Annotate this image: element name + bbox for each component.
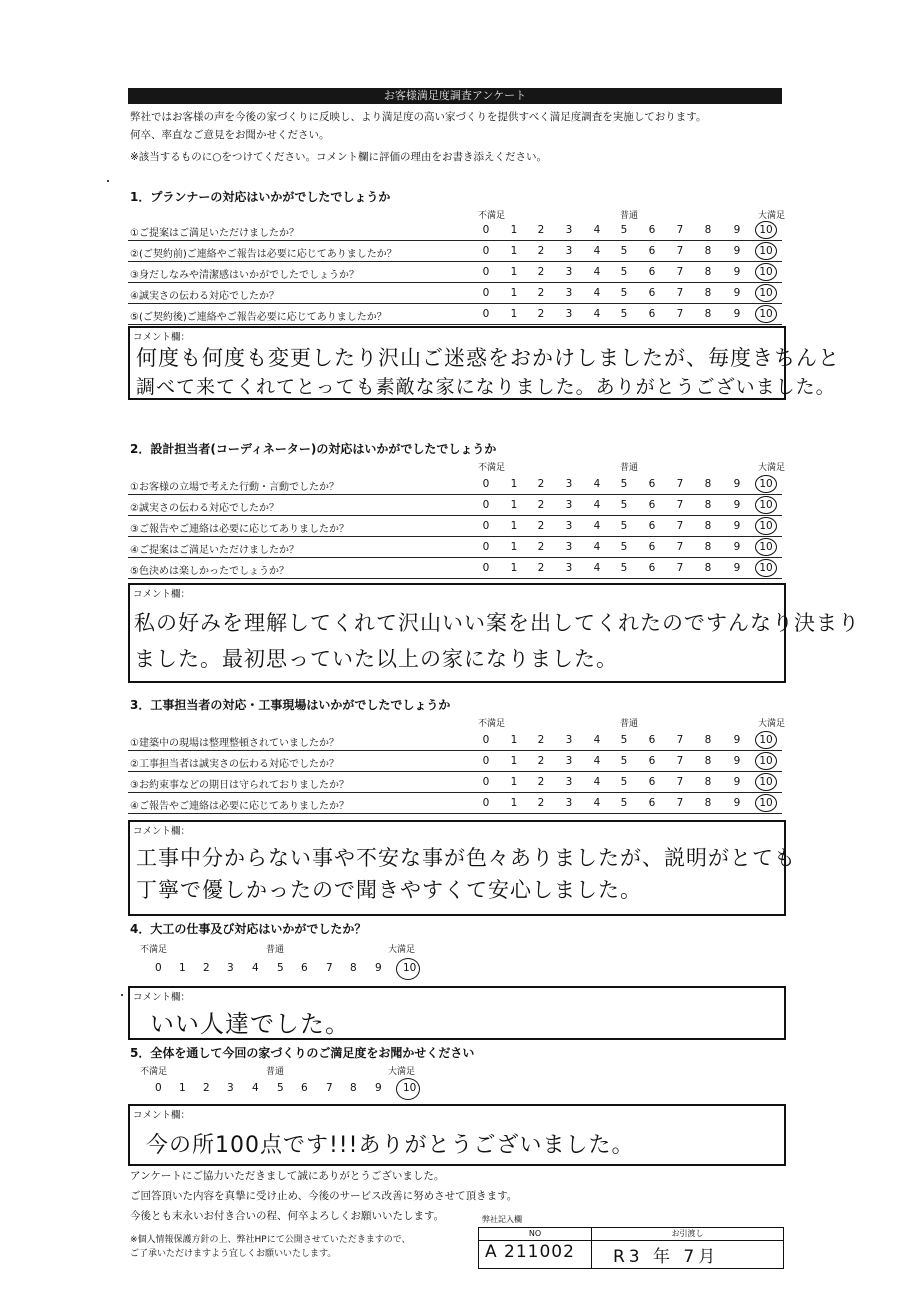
scale-option-6[interactable]: 6 — [648, 734, 656, 746]
scale-low-label: 不満足 — [478, 463, 506, 473]
scale-option-6[interactable]: 6 — [648, 499, 656, 511]
scale-option-1[interactable]: 1 — [510, 562, 518, 574]
scale-option-4[interactable]: 4 — [593, 541, 601, 553]
scale-option-2[interactable]: 2 — [537, 755, 545, 767]
scale-option-8[interactable]: 8 — [704, 541, 712, 553]
scale-option-4[interactable]: 4 — [252, 962, 259, 974]
scale-option-6[interactable]: 6 — [648, 562, 656, 574]
comment-label: コメント欄： — [133, 1110, 191, 1121]
section-2-title: 2．設計担当者(コーディネーター)の対応はいかがでしたでしょうか — [130, 442, 497, 456]
section-5-comment-line-1: 今の所100点です!!!ありがとうございました。 — [146, 1133, 635, 1158]
scale-option-3[interactable]: 3 — [227, 962, 234, 974]
no-header: NO — [479, 1228, 591, 1241]
scale-option-2[interactable]: 2 — [537, 245, 545, 257]
scale-option-9[interactable]: 9 — [733, 520, 741, 532]
intro-line-1: 弊社ではお客様の声を今後の家づくりに反映し、より満足度の高い家づくりを提供すべく満足度調査を実施しております。 — [130, 111, 707, 123]
scale-option-4[interactable]: 4 — [593, 308, 601, 320]
scale-option-5[interactable]: 5 — [620, 224, 628, 236]
scale-option-9[interactable]: 9 — [733, 308, 741, 320]
comment-label: コメント欄： — [133, 589, 191, 600]
scale-option-5[interactable]: 5 — [620, 541, 628, 553]
office-use-box — [478, 1227, 784, 1269]
scale-option-1[interactable]: 1 — [510, 797, 518, 809]
scale-option-0[interactable]: 0 — [482, 499, 490, 511]
scale-option-2[interactable]: 2 — [537, 541, 545, 553]
question-text: ⑤色決めは楽しかったでしょうか？ — [130, 566, 289, 577]
selected-answer-circle — [396, 958, 420, 980]
selected-answer-circle — [755, 752, 777, 770]
scale-option-0[interactable]: 0 — [482, 541, 490, 553]
scale-option-2[interactable]: 2 — [537, 776, 545, 788]
scale-option-4[interactable]: 4 — [593, 478, 601, 490]
scale-option-8[interactable]: 8 — [704, 562, 712, 574]
scale-option-2[interactable]: 2 — [537, 734, 545, 746]
scale-option-4[interactable]: 4 — [593, 734, 601, 746]
question-row — [128, 772, 782, 793]
comment-label: コメント欄： — [133, 826, 191, 837]
scale-option-6[interactable]: 6 — [648, 266, 656, 278]
scale-option-1[interactable]: 1 — [510, 245, 518, 257]
scale-option-5[interactable]: 5 — [620, 734, 628, 746]
scale-option-10[interactable]: 10 — [759, 520, 773, 532]
scale-option-5[interactable]: 5 — [620, 245, 628, 257]
scale-option-8[interactable]: 8 — [704, 520, 712, 532]
scale-option-7[interactable]: 7 — [676, 308, 684, 320]
scale-option-8[interactable]: 8 — [704, 499, 712, 511]
scale-option-1[interactable]: 1 — [510, 776, 518, 788]
question-text: ②工事担当者は誠実さの伝わる対応でしたか？ — [130, 759, 339, 770]
scale-option-10[interactable]: 10 — [759, 755, 773, 767]
scale-mid-label: 普通 — [266, 945, 285, 955]
scale-option-10[interactable]: 10 — [759, 797, 773, 809]
question-row — [128, 558, 782, 579]
scale-option-3[interactable]: 3 — [565, 287, 573, 299]
scale-option-8[interactable]: 8 — [704, 266, 712, 278]
scale-option-0[interactable]: 0 — [155, 1082, 162, 1094]
selected-answer-circle — [396, 1078, 420, 1100]
question-row — [128, 241, 782, 262]
scale-option-9[interactable]: 9 — [733, 734, 741, 746]
scale-option-3[interactable]: 3 — [565, 734, 573, 746]
scale-option-0[interactable]: 0 — [482, 308, 490, 320]
scale-option-8[interactable]: 8 — [704, 734, 712, 746]
scale-option-6[interactable]: 6 — [648, 520, 656, 532]
scale-option-5[interactable]: 5 — [620, 755, 628, 767]
scale-high-label: 大満足 — [388, 945, 416, 955]
section-4-comment-box — [128, 986, 786, 1040]
scale-option-6[interactable]: 6 — [648, 776, 656, 788]
scale-option-4[interactable]: 4 — [593, 245, 601, 257]
scale-option-5[interactable]: 5 — [620, 308, 628, 320]
scale-option-4[interactable]: 4 — [593, 266, 601, 278]
scale-option-9[interactable]: 9 — [733, 776, 741, 788]
scale-option-10[interactable]: 10 — [759, 308, 773, 320]
scale-option-4[interactable]: 4 — [593, 520, 601, 532]
scale-option-9[interactable]: 9 — [733, 245, 741, 257]
scale-option-0[interactable]: 0 — [482, 755, 490, 767]
scale-option-5[interactable]: 5 — [620, 520, 628, 532]
scale-option-5[interactable]: 5 — [620, 287, 628, 299]
question-text: ④ご提案はご満足いただけましたか？ — [130, 545, 299, 556]
question-row — [128, 283, 782, 304]
scale-option-4[interactable]: 4 — [252, 1082, 259, 1094]
scale-option-6[interactable]: 6 — [648, 797, 656, 809]
scale-option-2[interactable]: 2 — [537, 520, 545, 532]
scale-option-10[interactable]: 10 — [759, 499, 773, 511]
scale-option-2[interactable]: 2 — [203, 1082, 210, 1094]
scale-option-2[interactable]: 2 — [537, 266, 545, 278]
section-5-title: 5．全体を通して今回の家づくりのご満足度をお聞かせください — [130, 1046, 475, 1060]
survey-title: お客様満足度調査アンケート — [128, 88, 782, 104]
scale-option-4[interactable]: 4 — [593, 776, 601, 788]
scale-option-1[interactable]: 1 — [510, 478, 518, 490]
handover-header: お引渡し — [592, 1228, 783, 1241]
question-text: ③お約束事などの期日は守られておりましたか？ — [130, 780, 349, 791]
scale-option-0[interactable]: 0 — [482, 287, 490, 299]
section-3-comment-line-1: 工事中分からない事や不安な事が色々ありましたが、説明がとても — [136, 846, 796, 870]
scale-low-label: 不満足 — [140, 1067, 168, 1077]
question-text: ④ご報告やご連絡は必要に応じてありましたか？ — [130, 801, 349, 812]
scale-option-4[interactable]: 4 — [593, 499, 601, 511]
scale-option-7[interactable]: 7 — [676, 499, 684, 511]
scale-option-7[interactable]: 7 — [676, 478, 684, 490]
scale-option-3[interactable]: 3 — [565, 499, 573, 511]
scale-mid-label: 普通 — [266, 1067, 285, 1077]
scale-option-3[interactable]: 3 — [565, 266, 573, 278]
selected-answer-circle — [755, 538, 777, 556]
scale-mid-label: 普通 — [620, 211, 639, 221]
scale-low-label: 不満足 — [478, 719, 506, 729]
scale-option-1[interactable]: 1 — [510, 755, 518, 767]
scale-option-8[interactable]: 8 — [350, 962, 357, 974]
section-3-comment-line-2: 丁寧で優しかったので聞きやすくて安心しました。 — [136, 878, 642, 902]
scale-option-2[interactable]: 2 — [203, 962, 210, 974]
scale-option-6[interactable]: 6 — [648, 224, 656, 236]
scale-option-5[interactable]: 5 — [620, 266, 628, 278]
question-row — [128, 516, 782, 537]
scale-option-5[interactable]: 5 — [620, 776, 628, 788]
scale-mid-label: 普通 — [620, 719, 639, 729]
scan-speck — [121, 994, 123, 996]
question-row — [128, 220, 782, 241]
scale-option-4[interactable]: 4 — [593, 224, 601, 236]
scale-option-10[interactable]: 10 — [759, 478, 773, 490]
scale-option-1[interactable]: 1 — [510, 224, 518, 236]
scale-option-5[interactable]: 5 — [277, 1082, 284, 1094]
footer-line-1: アンケートにご協力いただきまして誠にありがとうございました。 — [130, 1170, 445, 1182]
scale-option-9[interactable]: 9 — [733, 562, 741, 574]
scale-option-7[interactable]: 7 — [676, 224, 684, 236]
scale-option-5[interactable]: 5 — [620, 797, 628, 809]
scale-option-5[interactable]: 5 — [277, 962, 284, 974]
question-text: ①ご提案はご満足いただけましたか？ — [130, 228, 299, 239]
question-text: ②(ご契約前)ご連絡やご報告は必要に応じてありましたか？ — [130, 249, 397, 260]
scale-option-7[interactable]: 7 — [676, 520, 684, 532]
scale-option-9[interactable]: 9 — [375, 962, 382, 974]
scale-option-6[interactable]: 6 — [648, 541, 656, 553]
scale-option-0[interactable]: 0 — [482, 520, 490, 532]
scale-option-9[interactable]: 9 — [733, 224, 741, 236]
scale-option-3[interactable]: 3 — [565, 308, 573, 320]
selected-answer-circle — [755, 305, 777, 323]
office-box-divider — [591, 1228, 592, 1268]
scale-option-5[interactable]: 5 — [620, 562, 628, 574]
scale-option-10[interactable]: 10 — [759, 541, 773, 553]
scale-option-4[interactable]: 4 — [593, 562, 601, 574]
scale-high-label: 大満足 — [388, 1067, 416, 1077]
selected-answer-circle — [755, 242, 777, 260]
question-text: ④誠実さの伝わる対応でしたか？ — [130, 291, 279, 302]
scale-option-8[interactable]: 8 — [704, 797, 712, 809]
question-text: ③ご報告やご連絡は必要に応じてありましたか？ — [130, 524, 349, 535]
scale-mid-label: 普通 — [620, 463, 639, 473]
question-row — [128, 751, 782, 772]
scale-option-7[interactable]: 7 — [326, 962, 333, 974]
customer-number: A 211002 — [485, 1242, 575, 1262]
scale-option-6[interactable]: 6 — [301, 962, 308, 974]
section-1-comment-box — [128, 326, 840, 400]
question-text: ③身だしなみや清潔感はいかがでしたでしょうか？ — [130, 270, 359, 281]
privacy-note-1: ※個人情報保護方針の上、弊社HPにて公開させていただきますので、 — [130, 1235, 411, 1245]
scale-option-8[interactable]: 8 — [704, 478, 712, 490]
question-text: ⑤(ご契約後)ご連絡やご報告必要に応じてありましたか？ — [130, 312, 387, 323]
question-row — [128, 537, 782, 558]
scale-option-7[interactable]: 7 — [676, 287, 684, 299]
scale-option-3[interactable]: 3 — [227, 1082, 234, 1094]
section-1-title: 1．プランナーの対応はいかがでしたでしょうか — [130, 190, 391, 204]
scale-option-2[interactable]: 2 — [537, 287, 545, 299]
comment-label: コメント欄： — [133, 992, 191, 1003]
scale-option-0[interactable]: 0 — [482, 797, 490, 809]
scale-option-7[interactable]: 7 — [676, 797, 684, 809]
scale-option-6[interactable]: 6 — [648, 478, 656, 490]
question-row — [128, 793, 782, 814]
scale-low-label: 不満足 — [140, 945, 168, 955]
question-text: ①建築中の現場は整理整頓されていましたか？ — [130, 738, 339, 749]
scale-option-9[interactable]: 9 — [733, 755, 741, 767]
question-row — [128, 304, 782, 325]
scale-option-8[interactable]: 8 — [704, 245, 712, 257]
scale-option-1[interactable]: 1 — [510, 308, 518, 320]
scale-option-7[interactable]: 7 — [676, 776, 684, 788]
scale-option-3[interactable]: 3 — [565, 245, 573, 257]
scale-option-6[interactable]: 6 — [648, 755, 656, 767]
scale-option-8[interactable]: 8 — [704, 287, 712, 299]
scale-option-9[interactable]: 9 — [375, 1082, 382, 1094]
section-1-comment-line-1: 何度も何度も変更したり沢山ご迷惑をおかけしましたが、毎度きちんと — [136, 346, 840, 370]
section-5-comment-box — [128, 1104, 786, 1166]
selected-answer-circle — [755, 284, 777, 302]
scale-option-10[interactable]: 10 — [759, 776, 773, 788]
scale-high-label: 大満足 — [758, 211, 786, 221]
office-use-label: 弊社記入欄 — [482, 1215, 522, 1224]
scale-option-6[interactable]: 6 — [648, 245, 656, 257]
scale-option-10[interactable]: 10 — [403, 962, 417, 974]
scale-low-label: 不満足 — [478, 211, 506, 221]
scale-option-1[interactable]: 1 — [510, 287, 518, 299]
scale-option-6[interactable]: 6 — [648, 308, 656, 320]
scale-option-10[interactable]: 10 — [759, 562, 773, 574]
question-row — [128, 495, 782, 516]
scale-option-3[interactable]: 3 — [565, 562, 573, 574]
scale-option-8[interactable]: 8 — [704, 776, 712, 788]
scale-option-10[interactable]: 10 — [759, 224, 773, 236]
scale-option-7[interactable]: 7 — [676, 755, 684, 767]
selected-answer-circle — [755, 773, 777, 791]
scale-option-10[interactable]: 10 — [759, 245, 773, 257]
section-3-comment-box — [128, 820, 796, 916]
scale-option-2[interactable]: 2 — [537, 224, 545, 236]
scale-option-0[interactable]: 0 — [482, 734, 490, 746]
scale-option-1[interactable]: 1 — [510, 734, 518, 746]
scale-option-3[interactable]: 3 — [565, 776, 573, 788]
intro-line-2: 何卒、率直なご意見をお聞かせください。 — [130, 129, 330, 141]
comment-label: コメント欄： — [133, 332, 191, 343]
question-text: ②誠実さの伝わる対応でしたか？ — [130, 503, 279, 514]
question-row — [128, 730, 782, 751]
scale-option-3[interactable]: 3 — [565, 797, 573, 809]
selected-answer-circle — [755, 517, 777, 535]
scale-high-label: 大満足 — [758, 719, 786, 729]
selected-answer-circle — [755, 559, 777, 577]
selected-answer-circle — [755, 475, 777, 493]
scale-option-9[interactable]: 9 — [733, 499, 741, 511]
scale-option-6[interactable]: 6 — [648, 287, 656, 299]
question-text: ①お客様の立場で考えた行動・言動でしたか？ — [130, 482, 339, 493]
privacy-note-2: ご了承いただけますよう宜しくお願いいたします。 — [130, 1249, 337, 1259]
selected-answer-circle — [755, 263, 777, 281]
scale-option-9[interactable]: 9 — [733, 797, 741, 809]
scale-option-10[interactable]: 10 — [403, 1082, 417, 1094]
footer-line-3: 今後とも末永いお付き合いの程、何卒よろしくお願いいたします。 — [130, 1210, 445, 1222]
scale-option-1[interactable]: 1 — [179, 962, 186, 974]
scale-option-7[interactable]: 7 — [676, 562, 684, 574]
scale-option-0[interactable]: 0 — [482, 266, 490, 278]
scale-option-7[interactable]: 7 — [676, 734, 684, 746]
scale-option-10[interactable]: 10 — [759, 734, 773, 746]
scale-option-0[interactable]: 0 — [482, 224, 490, 236]
question-row — [128, 474, 782, 495]
scale-option-3[interactable]: 3 — [565, 520, 573, 532]
scale-option-2[interactable]: 2 — [537, 562, 545, 574]
scan-speck — [107, 180, 109, 182]
section-2-comment-box — [128, 583, 860, 683]
scale-option-7[interactable]: 7 — [326, 1082, 333, 1094]
scale-option-9[interactable]: 9 — [733, 541, 741, 553]
selected-answer-circle — [755, 731, 777, 749]
section-4-title: 4．大工の仕事及び対応はいかがでしたか？ — [130, 922, 367, 936]
scale-option-3[interactable]: 3 — [565, 755, 573, 767]
scale-option-9[interactable]: 9 — [733, 478, 741, 490]
scale-option-7[interactable]: 7 — [676, 541, 684, 553]
scale-option-1[interactable]: 1 — [510, 541, 518, 553]
scale-option-0[interactable]: 0 — [482, 562, 490, 574]
scale-option-0[interactable]: 0 — [482, 776, 490, 788]
scale-option-7[interactable]: 7 — [676, 245, 684, 257]
scale-option-10[interactable]: 10 — [759, 266, 773, 278]
scale-option-0[interactable]: 0 — [155, 962, 162, 974]
section-2-comment-line-1: 私の好みを理解してくれて沢山いい案を出してくれたのですんなり決まり — [134, 611, 860, 635]
scale-option-8[interactable]: 8 — [704, 308, 712, 320]
scale-option-2[interactable]: 2 — [537, 308, 545, 320]
scale-option-1[interactable]: 1 — [179, 1082, 186, 1094]
scale-option-3[interactable]: 3 — [565, 224, 573, 236]
selected-answer-circle — [755, 794, 777, 812]
section-4-comment-line-1: いい人達でした。 — [150, 1010, 350, 1038]
scale-option-1[interactable]: 1 — [510, 499, 518, 511]
scale-option-9[interactable]: 9 — [733, 266, 741, 278]
scale-option-0[interactable]: 0 — [482, 245, 490, 257]
scale-option-8[interactable]: 8 — [350, 1082, 357, 1094]
scale-option-2[interactable]: 2 — [537, 499, 545, 511]
scale-option-6[interactable]: 6 — [301, 1082, 308, 1094]
section-2-comment-line-2: ました。最初思っていた以上の家になりました。 — [134, 647, 618, 671]
handover-date: R3 年 7月 — [613, 1247, 720, 1267]
scale-option-8[interactable]: 8 — [704, 224, 712, 236]
scale-option-1[interactable]: 1 — [510, 520, 518, 532]
scale-option-7[interactable]: 7 — [676, 266, 684, 278]
intro-line-3: ※該当するものに○をつけてください。コメント欄に評価の理由をお書き添えください。 — [130, 151, 547, 163]
scale-option-5[interactable]: 5 — [620, 499, 628, 511]
question-row — [128, 262, 782, 283]
selected-answer-circle — [755, 221, 777, 239]
scale-option-3[interactable]: 3 — [565, 541, 573, 553]
scale-option-10[interactable]: 10 — [759, 287, 773, 299]
scale-option-1[interactable]: 1 — [510, 266, 518, 278]
scale-option-8[interactable]: 8 — [704, 755, 712, 767]
section-1-comment-line-2: 調べて来てくれてとっても素敵な家になりました。ありがとうございました。 — [136, 376, 836, 398]
scale-high-label: 大満足 — [758, 463, 786, 473]
scale-option-4[interactable]: 4 — [593, 755, 601, 767]
scale-option-4[interactable]: 4 — [593, 287, 601, 299]
scale-option-2[interactable]: 2 — [537, 797, 545, 809]
scale-option-2[interactable]: 2 — [537, 478, 545, 490]
scale-option-3[interactable]: 3 — [565, 478, 573, 490]
scale-option-9[interactable]: 9 — [733, 287, 741, 299]
scale-option-4[interactable]: 4 — [593, 797, 601, 809]
selected-answer-circle — [755, 496, 777, 514]
scale-option-0[interactable]: 0 — [482, 478, 490, 490]
section-3-title: 3．工事担当者の対応・工事現場はいかがでしたでしょうか — [130, 698, 451, 712]
scale-option-5[interactable]: 5 — [620, 478, 628, 490]
footer-line-2: ご回答頂いた内容を真摯に受け止め、今後のサービス改善に努めさせて頂きます。 — [130, 1190, 518, 1202]
